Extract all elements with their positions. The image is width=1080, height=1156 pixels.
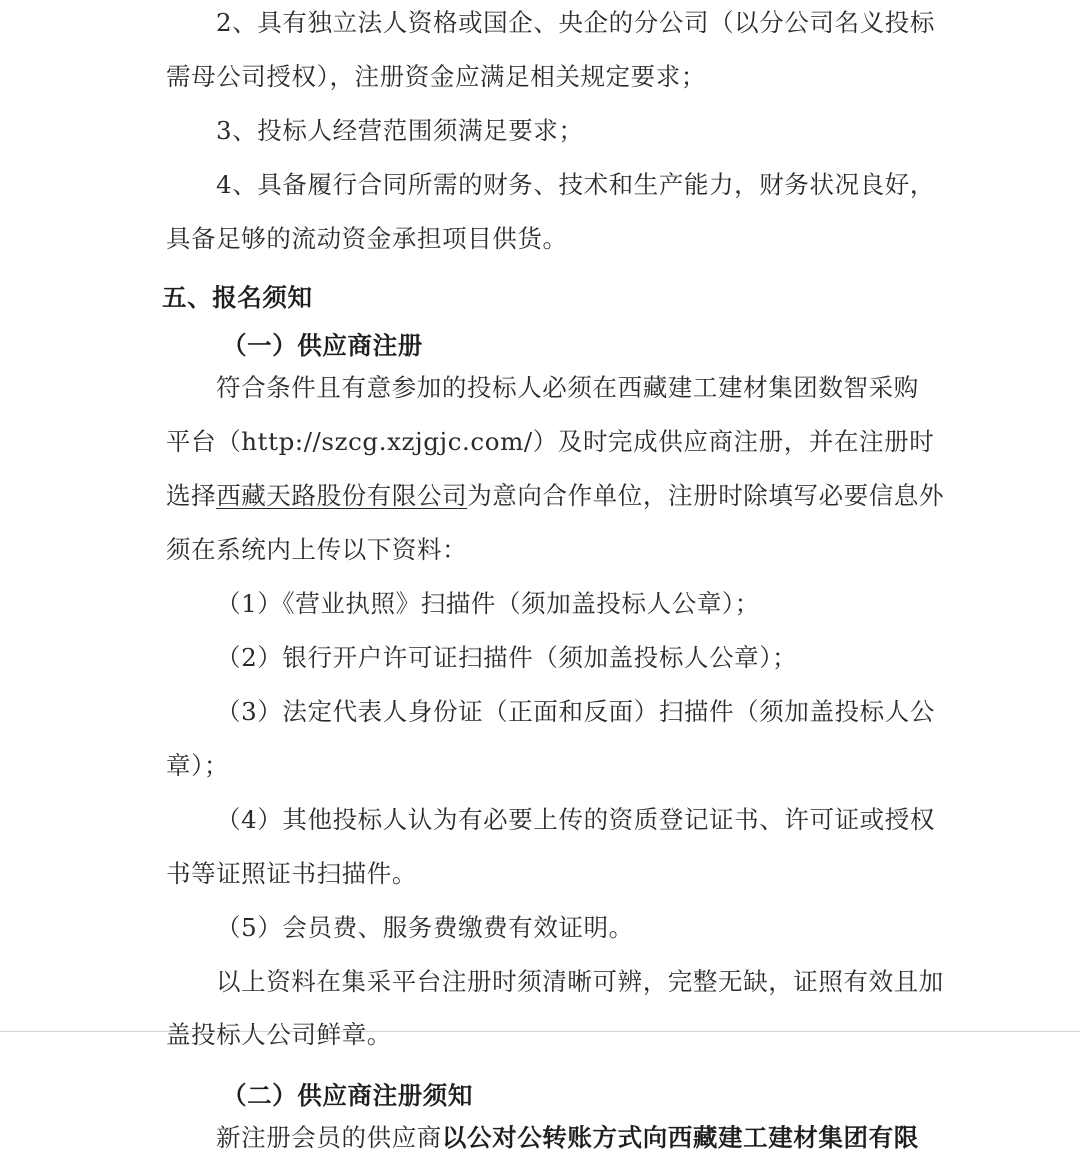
page-divider [0, 1031, 1080, 1032]
upload-item-5: （5）会员费、服务费缴费有效证明。 [216, 913, 634, 942]
upload-item-1: （1）《营业执照》扫描件（须加盖投标人公章）； [216, 589, 760, 618]
new-member-line [216, 1123, 919, 1153]
registration-line-4: 须在系统内上传以下资料： [166, 535, 468, 564]
registration-line-1: 符合条件且有意参加的投标人必须在西藏建工建材集团数智采购 [216, 373, 919, 402]
new-member-prefix: 新注册会员的供应商 [216, 1123, 442, 1152]
upload-item-3-line-1: （3）法定代表人身份证（正面和反面）扫描件（须加盖投标人公 [216, 697, 935, 726]
upload-item-4-line-1: （4）其他投标人认为有必要上传的资质登记证书、许可证或授权 [216, 805, 935, 834]
new-member-bold-text: 以公对公转账方式向西藏建工建材集团有限 [441, 1123, 919, 1152]
subsection-2-heading: （二）供应商注册须知 [222, 1081, 473, 1110]
intended-partner-company: 西藏天路股份有限公司 [216, 481, 468, 510]
registration-line-2: 平台（http://szcg.xzjgjc.com/）及时完成供应商注册，并在注册时 [166, 427, 935, 456]
registration-line-3 [166, 481, 944, 511]
upload-item-3-line-2: 章）； [166, 751, 230, 780]
upload-item-2: （2）银行开户许可证扫描件（须加盖投标人公章）； [216, 643, 798, 672]
requirement-4-line-2: 具备足够的流动资金承担项目供货。 [166, 224, 568, 253]
summary-line-2: 盖投标人公司鲜章。 [166, 1020, 392, 1049]
requirement-3: 3、投标人经营范围须满足要求； [216, 116, 584, 145]
section-5-heading: 五、报名须知 [162, 283, 313, 312]
subsection-1-heading: （一）供应商注册 [222, 331, 423, 360]
requirement-2-line-1: 2、具有独立法人资格或国企、央企的分公司（以分公司名义投标 [216, 8, 935, 37]
requirement-2-line-2: 需母公司授权），注册资金应满足相关规定要求； [166, 62, 706, 91]
registration-line-3-suffix: 为意向合作单位，注册时除填写必要信息外 [467, 481, 945, 510]
requirement-4-line-1: 4、具备履行合同所需的财务、技术和生产能力，财务状况良好， [216, 170, 935, 199]
registration-line-3-prefix: 选择 [166, 481, 217, 510]
upload-item-4-line-2: 书等证照证书扫描件。 [166, 859, 417, 888]
summary-line-1: 以上资料在集采平台注册时须清晰可辨，完整无缺，证照有效且加 [216, 967, 944, 996]
